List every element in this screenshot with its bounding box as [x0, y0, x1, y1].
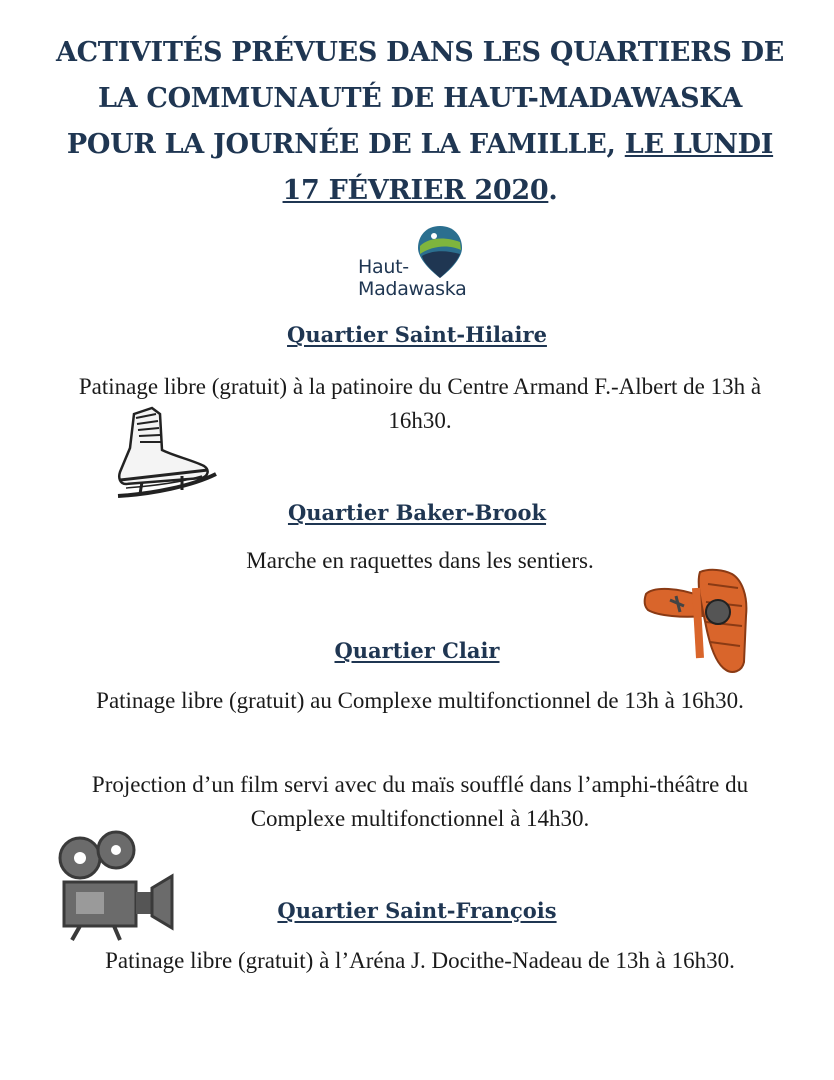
text-saint-francois: Patinage libre (gratuit) à l’Aréna J. Docithe-Nadeau de 13h à 16h30.	[105, 948, 735, 973]
text-baker-brook: Marche en raquettes dans les sentiers.	[246, 548, 594, 573]
heading-clair: Quartier Clair	[334, 638, 500, 663]
heading-saint-hilaire: Quartier Saint-Hilaire	[287, 322, 547, 347]
title-line-2: LA COMMUNAUTÉ DE HAUT-MADAWASKA	[97, 83, 743, 114]
title-line-3	[40, 122, 800, 168]
text-saint-hilaire: Patinage libre (gratuit) à la patinoire du Centre Armand F.-Albert de 13h à 16h30.	[78, 374, 762, 433]
film-projector-icon	[54, 828, 176, 942]
ice-skate-icon	[112, 404, 222, 504]
title-line-4	[40, 168, 800, 214]
title-date-day: LE LUNDI	[624, 129, 774, 160]
logo-line-2: Madawaska	[358, 278, 467, 300]
title-line-3-text: POUR LA JOURNÉE DE LA FAMILLE,	[66, 129, 625, 160]
haut-madawaska-logo	[352, 224, 492, 310]
logo-line-1: Haut-	[358, 256, 409, 278]
text-clair-1: Patinage libre (gratuit) au Complexe multifonctionnel de 13h à 16h30.	[96, 688, 744, 713]
title-date: 17 FÉVRIER 2020	[282, 175, 549, 206]
page-title	[40, 30, 800, 214]
heading-baker-brook: Quartier Baker-Brook	[287, 500, 547, 525]
heading-saint-francois: Quartier Saint-François	[277, 898, 557, 923]
text-clair-2: Projection d’un film servi avec du maïs soufflé dans l’amphi-théâtre du Complexe multifonctionnel à 14h30.	[91, 772, 749, 831]
title-line-1: ACTIVITÉS PRÉVUES DANS LES QUARTIERS DE	[55, 37, 785, 68]
logo-wordmark	[358, 256, 466, 300]
title-period: .	[548, 175, 558, 206]
